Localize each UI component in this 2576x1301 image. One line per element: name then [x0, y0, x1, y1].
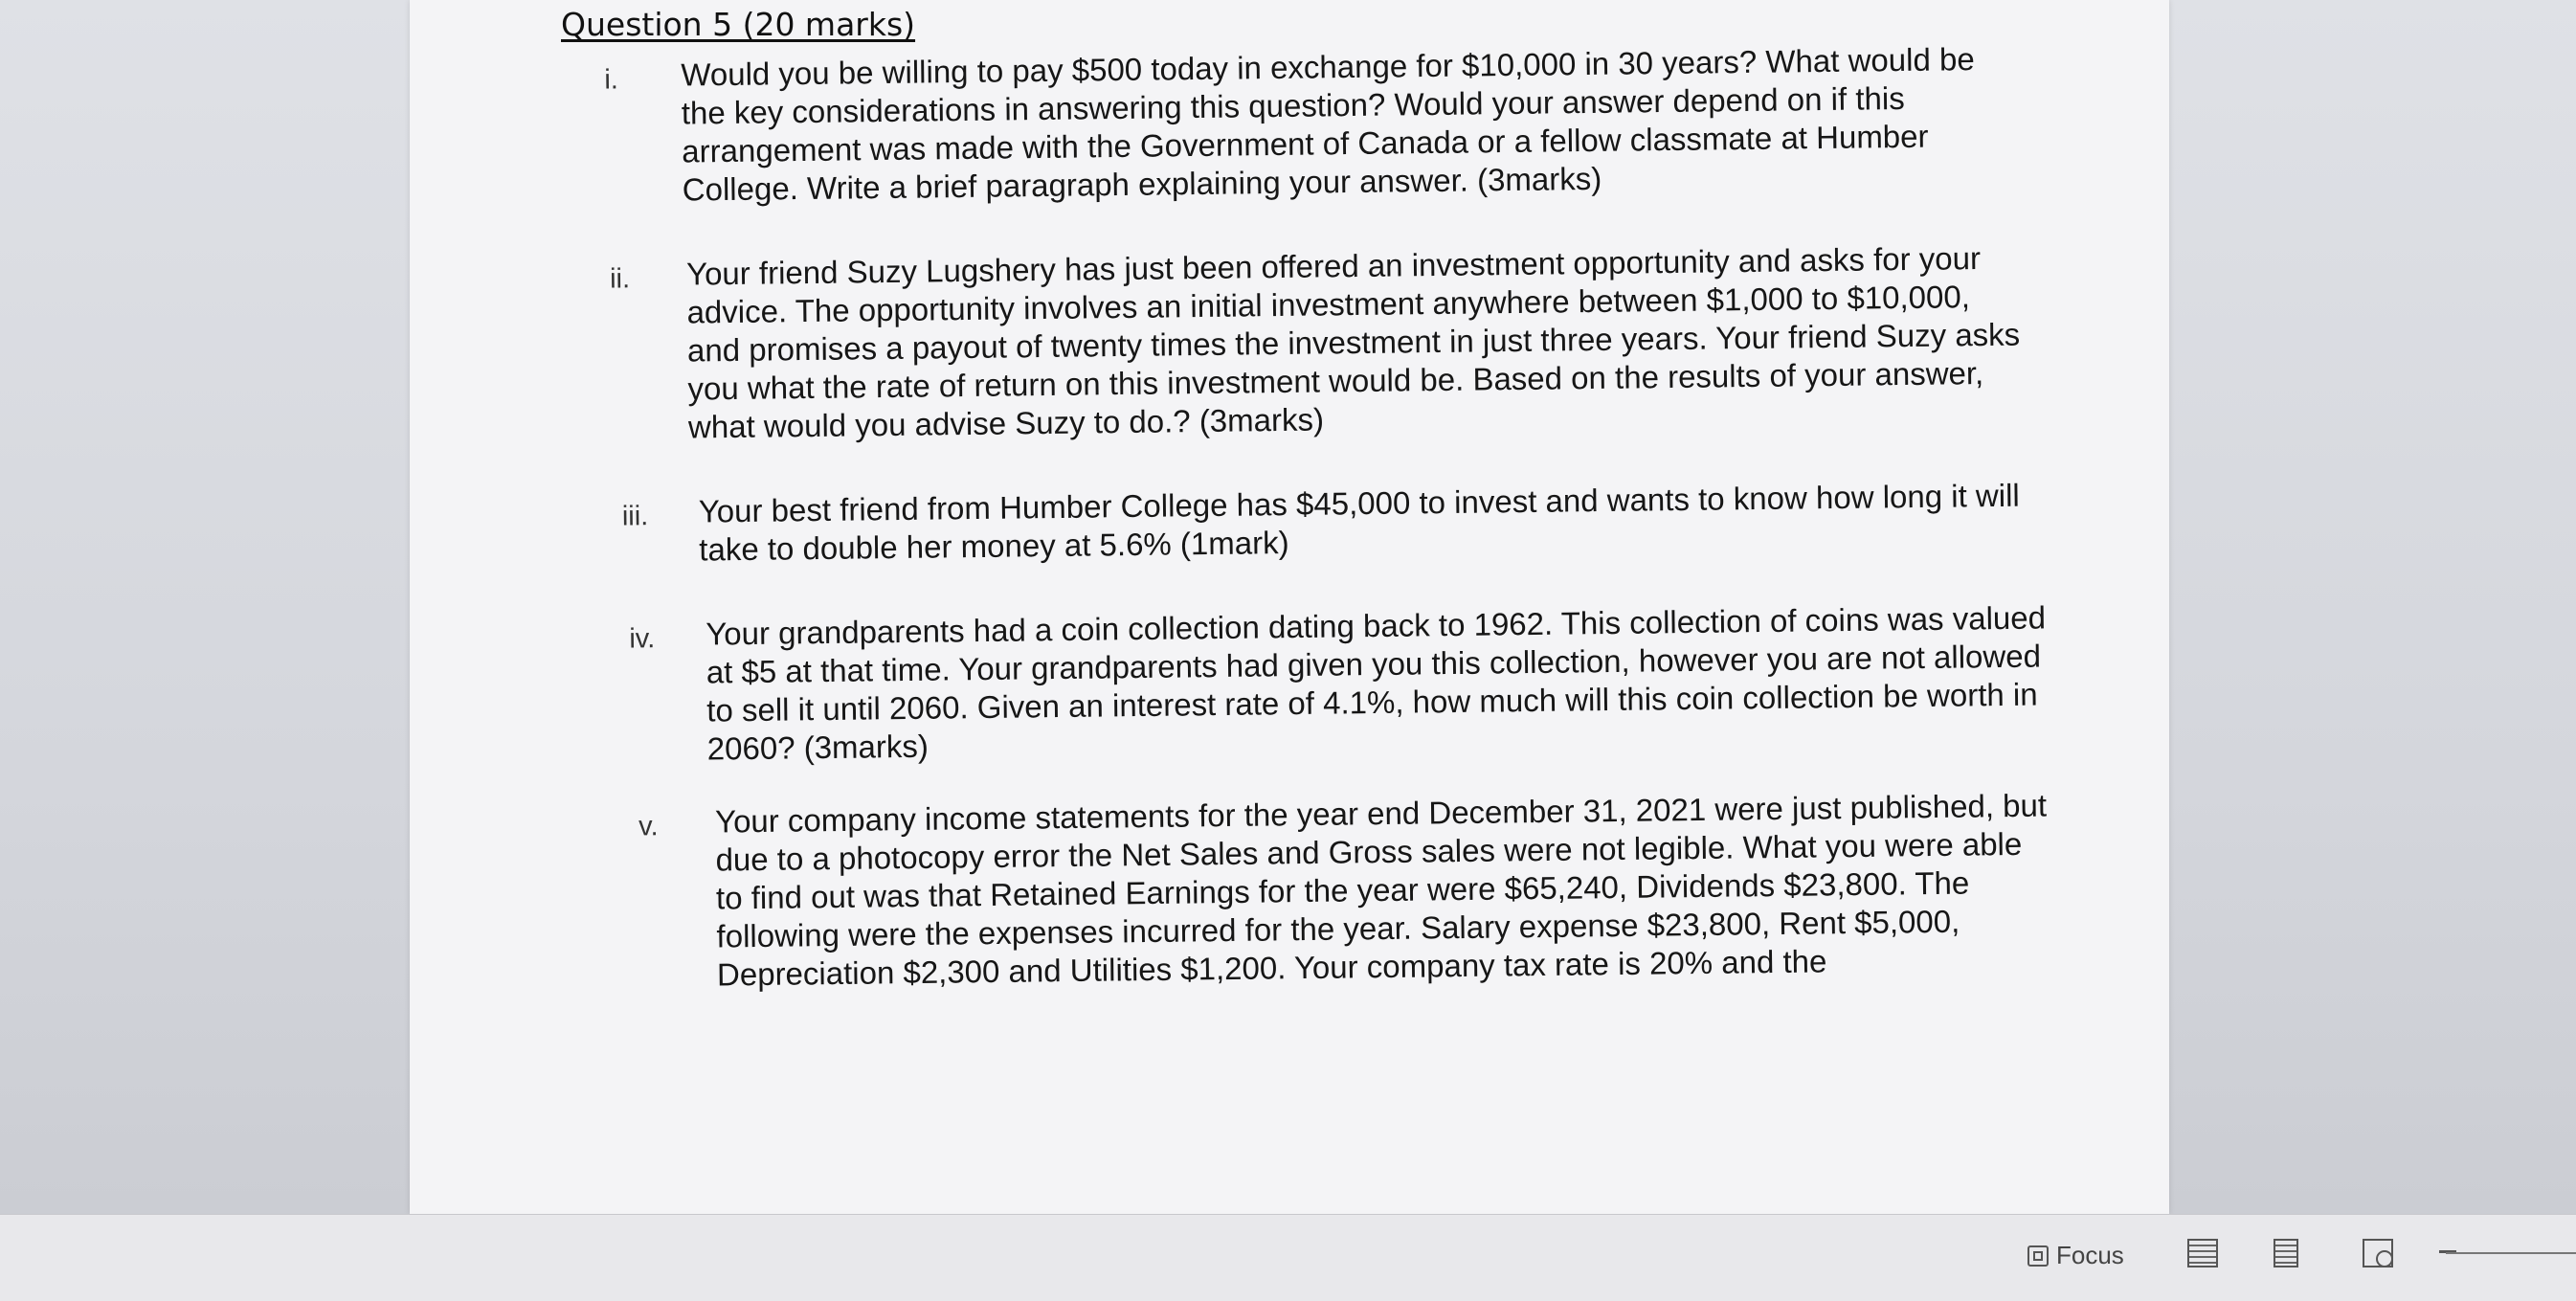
zoom-slider[interactable]	[2446, 1252, 2576, 1254]
question-number: i.	[604, 64, 619, 96]
question-number: iii.	[621, 501, 649, 532]
question-text: Your best friend from Humber College has $45,000 to invest and wants to know how long it will take to double her money at 5.6% (1mark)	[698, 477, 2020, 568]
read-mode-icon[interactable]	[2187, 1239, 2218, 1267]
question-text: Your company income statements for the year end December 31, 2021 were just published, but due to a photocopy error the Net Sales and Gross sales were not legible. What you were able to find out was that Retained Earnings for the year were $65,240, Dividends $23,800. The following were the expenses incurred for the year. Salary expense $23,800, Rent $5,000, Depreciation $2,300 and Utilities $1,200. Your company tax rate is 20% and the	[714, 787, 2048, 993]
question-heading: Question 5 (20 marks)	[561, 6, 916, 43]
question-item-iii	[621, 476, 2040, 569]
print-layout-icon[interactable]	[2274, 1239, 2298, 1267]
question-item-ii	[609, 238, 2028, 446]
question-number: iv.	[629, 623, 656, 655]
web-layout-icon[interactable]	[2363, 1239, 2393, 1267]
question-item-i	[604, 39, 2023, 209]
question-number: v.	[638, 811, 659, 842]
question-text: Would you be willing to pay $500 today in exchange for $10,000 in 30 years? What would be the key considerations in answering this question? Would your answer depend on if this arrangement was made with the Government of Canada or a fellow classmate at Humber College. Write a brief paragraph explaining your answer. (3marks)	[681, 41, 1975, 208]
focus-icon	[2027, 1245, 2049, 1267]
question-text: Your grandparents had a coin collection dating back to 1962. This collection of coins was valued at $5 at that time. Your grandparents had given you this collection, however you are not allowed to sell it until 2060. Given an interest rate of 4.1%, how much will this coin collection be worth in 2060? (3marks)	[706, 599, 2047, 767]
question-item-iv	[629, 598, 2048, 768]
question-item-v	[638, 786, 2057, 994]
question-number: ii.	[609, 263, 631, 295]
question-text: Your friend Suzy Lugshery has just been offered an investment opportunity and asks for your advice. The opportunity involves an initial investment anywhere between $1,000 to $10,000, and promises a payout of twenty times the investment in just three years. Your friend Suzy asks you what the rate of return on this investment would be. Based on the results of your answer, what would you advise Suzy to do.? (3marks)	[685, 240, 2021, 445]
focus-label: Focus	[2056, 1241, 2124, 1269]
focus-button[interactable]	[2027, 1241, 2124, 1270]
